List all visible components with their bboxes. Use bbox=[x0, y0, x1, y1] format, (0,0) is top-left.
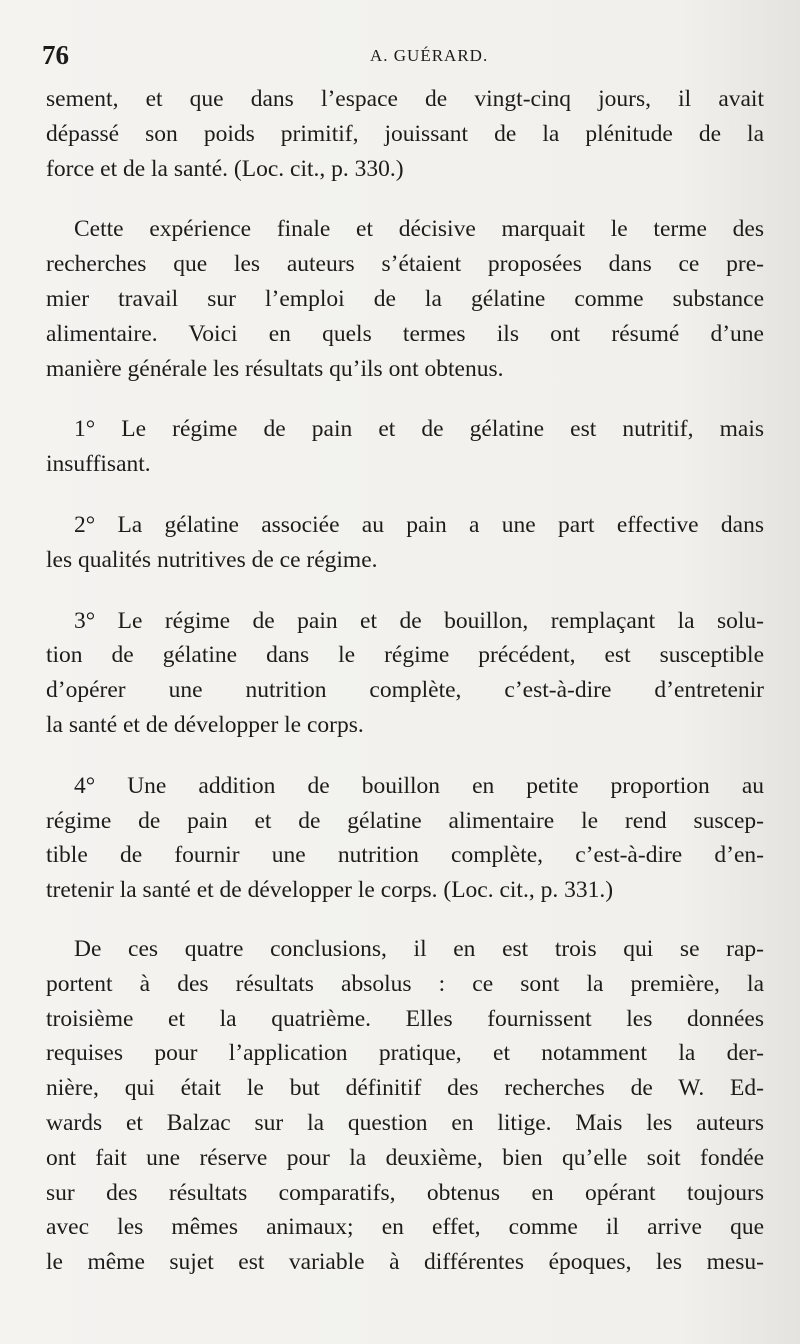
text-line: tible de fournir une nutrition complète, c’est-à-dire d’en- bbox=[46, 842, 764, 869]
text-line: portent à des résultats absolus : ce sont la première, la bbox=[46, 970, 764, 997]
text-line: recherches que les auteurs s’étaient proposées dans ce pre- bbox=[46, 251, 764, 278]
page-header bbox=[42, 40, 760, 80]
text-line: nière, qui était le but définitif des recherches de W. Ed- bbox=[46, 1075, 764, 1102]
text-line: d’opérer une nutrition complète, c’est-à-dire d’entretenir bbox=[46, 677, 764, 704]
text-line: ont fait une réserve pour la deuxième, bien qu’elle soit fondée bbox=[46, 1144, 764, 1171]
text-line: wards et Balzac sur la question en litige. Mais les auteurs bbox=[46, 1109, 764, 1136]
text-line: dépassé son poids primitif, jouissant de la plénitude de la bbox=[46, 120, 764, 147]
conclusion-1 bbox=[46, 412, 764, 482]
conclusion-2 bbox=[46, 508, 764, 578]
running-head: A. GUÉRARD. bbox=[370, 46, 489, 65]
conclusion-3 bbox=[46, 604, 764, 743]
text-line: 2° La gélatine associée au pain a une part effective dans bbox=[74, 511, 764, 538]
text-line: alimentaire. Voici en quels termes ils ont résumé d’une bbox=[46, 320, 764, 347]
text-line: tretenir la santé et de développer le corps. (Loc. cit., p. 331.) bbox=[46, 877, 614, 904]
text-line: troisième et la quatrième. Elles fournissent les données bbox=[46, 1005, 764, 1032]
text-line: régime de pain et de gélatine alimentaire le rend suscep- bbox=[46, 807, 764, 834]
paragraph-discussion bbox=[46, 932, 764, 1280]
text-line: le même sujet est variable à différentes époques, les mesu- bbox=[46, 1249, 764, 1276]
text-line: Cette expérience finale et décisive marquait le terme des bbox=[74, 216, 764, 243]
text-line: 4° Une addition de bouillon en petite proportion au bbox=[74, 772, 764, 799]
text-line: De ces quatre conclusions, il en est trois qui se rap- bbox=[74, 935, 764, 962]
paragraph-1 bbox=[46, 82, 764, 186]
text-line: sur des résultats comparatifs, obtenus en opérant toujours bbox=[46, 1179, 764, 1206]
text-line: force et de la santé. (Loc. cit., p. 330.) bbox=[46, 155, 404, 182]
text-line: insuffisant. bbox=[46, 451, 151, 478]
text-line: requises pour l’application pratique, et notamment la der- bbox=[46, 1040, 764, 1067]
page-number: 76 bbox=[42, 40, 69, 70]
text-line: 1° Le régime de pain et de gélatine est nutritif, mais bbox=[74, 416, 764, 443]
text-line: manière générale les résultats qu’ils ont obtenus. bbox=[46, 355, 504, 382]
body-text bbox=[46, 82, 764, 1280]
text-line: les qualités nutritives de ce régime. bbox=[46, 546, 378, 573]
conclusion-4 bbox=[46, 769, 764, 908]
text-line: avec les mêmes animaux; en effet, comme il arrive que bbox=[46, 1214, 764, 1241]
text-line: mier travail sur l’emploi de la gélatine comme substance bbox=[46, 285, 764, 312]
text-line: la santé et de développer le corps. bbox=[46, 711, 364, 738]
text-line: 3° Le régime de pain et de bouillon, remplaçant la solu- bbox=[74, 607, 764, 634]
text-line: tion de gélatine dans le régime précédent, est susceptible bbox=[46, 642, 764, 669]
text-line: sement, et que dans l’espace de vingt-cinq jours, il avait bbox=[46, 86, 764, 112]
paragraph-2 bbox=[46, 212, 764, 386]
